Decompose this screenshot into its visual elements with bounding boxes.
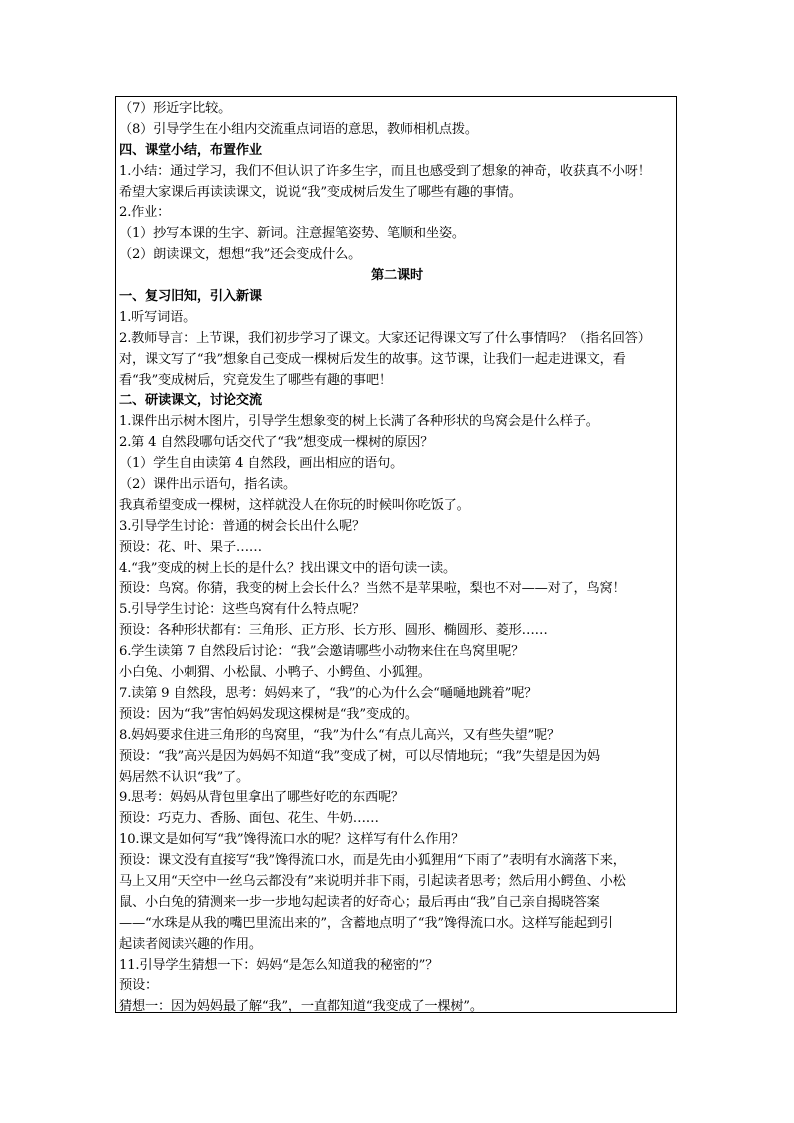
text-line: 猜想一：因为妈妈最了解“我”，一直都知道“我变成了一棵树”。 <box>119 999 483 1015</box>
text-line: 5.引导学生讨论：这些鸟窝有什么特点呢？ <box>119 602 365 618</box>
text-line: 1.听写词语。 <box>119 309 197 325</box>
text-line: 马上又用“天空中一丝乌云都没有”来说明并非下雨，引起读者思考；然后用小鳄鱼、小松 <box>119 873 626 889</box>
section-heading: 一、复习旧知，引入新课 <box>119 289 262 305</box>
text-line: 6.学生读第 7 自然段后讨论：“我”会邀请哪些小动物来住在鸟窝里呢？ <box>119 644 525 660</box>
lesson-plan-content <box>119 99 675 1018</box>
text-line: 起读者阅读兴趣的作用。 <box>119 936 262 952</box>
text-line: 对，课文写了“我”想象自己变成一棵树后发生的故事。这节课，让我们一起走进课文，看 <box>119 351 626 367</box>
text-line: （7）形近字比较。 <box>119 101 232 116</box>
text-line: 鼠、小白兔的猜测来一步一步地勾起读者的好奇心；最后再由“我”自己亲自揭晓答案 <box>119 894 600 910</box>
text-line: 2.第 4 自然段哪句话交代了“我”想变成一棵树的原因？ <box>119 435 434 451</box>
text-line: 2.教师导言：上节课，我们初步学习了课文。大家还记得课文写了什么事情吗？（指名回答） <box>119 330 651 346</box>
text-line: 看“我”变成树后，究竟发生了哪些有趣的事吧！ <box>119 372 392 388</box>
text-line: 预设： <box>119 978 158 994</box>
text-line: 8.妈妈要求住进三角形的鸟窝里，“我”为什么“有点儿高兴，又有些失望”呢？ <box>119 727 560 743</box>
text-line: 妈居然不认识“我”了。 <box>119 769 249 785</box>
section-heading: 二、研读课文，讨论交流 <box>119 393 262 409</box>
text-line: 7.读第 9 自然段，思考：妈妈来了，“我”的心为什么会“嗵嗵地跳着”呢？ <box>119 685 538 701</box>
text-line: （1）抄写本课的生字、新词。注意握笔姿势、笔顺和坐姿。 <box>119 226 465 242</box>
section-heading: 四、课堂小结，布置作业 <box>119 142 262 158</box>
text-line: 预设：鸟窝。你猜，我变的树上会长什么？当然不是苹果啦，梨也不对——对了，鸟窝！ <box>119 581 626 597</box>
text-line: 我真希望变成一棵树，这样就没人在你玩的时候叫你吃饭了。 <box>119 497 470 513</box>
text-line: 预设：“我”高兴是因为妈妈不知道“我”变成了树，可以尽情地玩；“我”失望是因为妈 <box>119 748 600 764</box>
text-line: 希望大家课后再读读课文，说说“我”变成树后发生了哪些有趣的事情。 <box>119 184 522 200</box>
text-line: （8）引导学生在小组内交流重点词语的意思，教师相机点拨。 <box>119 121 478 137</box>
text-line: 预设：各种形状都有：三角形、正方形、长方形、圆形、椭圆形、菱形…… <box>119 623 548 639</box>
text-line: 10.课文是如何写“我”馋得流口水的呢？这样写有什么作用？ <box>119 832 465 848</box>
text-line: 小白兔、小刺猬、小松鼠、小鸭子、小鳄鱼、小狐狸。 <box>119 665 431 681</box>
text-line: 预设：巧克力、香肠、面包、花生、牛奶…… <box>119 811 379 827</box>
text-line: 3.引导学生讨论：普通的树会长出什么呢？ <box>119 518 365 534</box>
text-line: 1.小结：通过学习，我们不但认识了许多生字，而且也感受到了想象的神奇，收获真不小呀！ <box>119 163 651 179</box>
text-line: 预设：课文没有直接写“我”馋得流口水，而是先由小狐狸用“下雨了”表明有水滴落下来， <box>119 853 626 869</box>
text-line: 预设：花、叶、果子…… <box>119 539 262 555</box>
text-line: （1）学生自由读第 4 自然段，画出相应的语句。 <box>119 456 404 472</box>
text-line: 9.思考：妈妈从背包里拿出了哪些好吃的东西呢？ <box>119 790 404 806</box>
text-line: 4.“我”变成的树上长的是什么？找出课文中的语句读一读。 <box>119 560 456 576</box>
text-line: （2）朗读课文，想想“我”还会变成什么。 <box>119 247 362 263</box>
section-heading: 第二课时 <box>371 268 423 284</box>
text-line: 预设：因为“我”害怕妈妈发现这棵树是“我”变成的。 <box>119 706 418 722</box>
text-line: 11.引导学生猜想一下：妈妈“是怎么知道我的秘密的”？ <box>119 957 439 973</box>
text-line: 2.作业： <box>119 205 171 221</box>
text-line: ——“水珠是从我的嘴巴里流出来的”，含蓄地点明了“我”馋得流口水。这样写能起到引 <box>119 915 613 931</box>
text-line: （2）课件出示语句，指名读。 <box>119 477 297 493</box>
text-line: 1.课件出示树木图片，引导学生想象变的树上长满了各种形状的鸟窝会是什么样子。 <box>119 414 599 430</box>
